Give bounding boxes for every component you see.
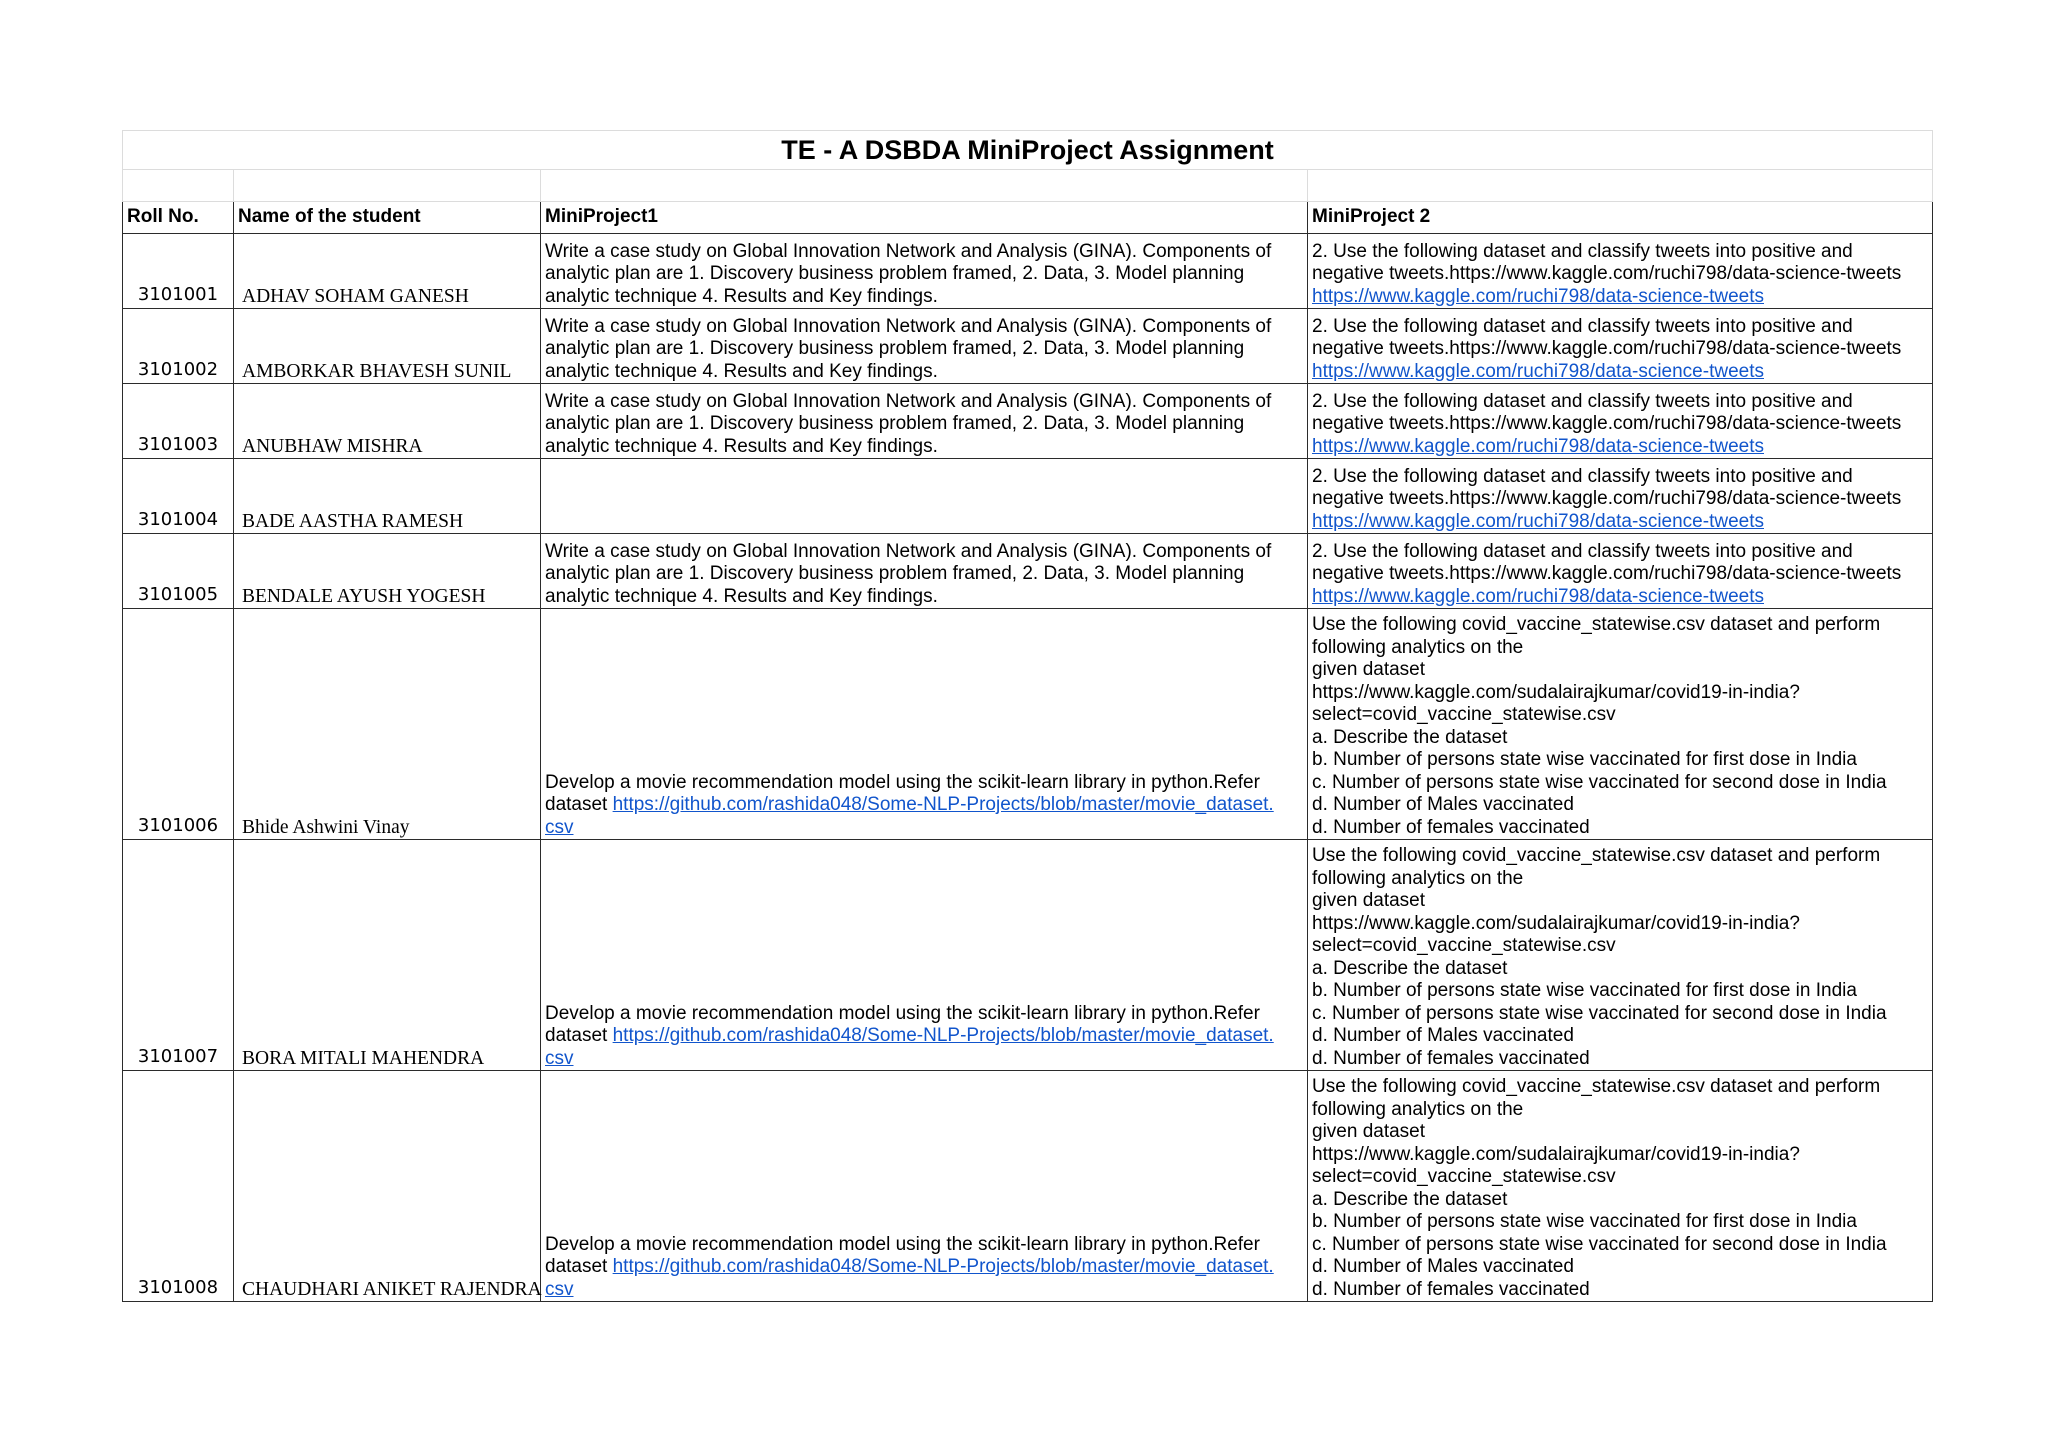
movie-dataset-link-end[interactable]: csv (545, 816, 574, 838)
table-row (123, 534, 1933, 609)
tweets-line: 2. Use the following dataset and classify tweets into positive and (1312, 465, 1853, 487)
tweets-line: 2. Use the following dataset and classify tweets into positive and (1312, 540, 1853, 562)
covid-item: a. Describe the dataset (1312, 957, 1508, 979)
covid-line: select=covid_vaccine_statewise.csv (1312, 935, 1616, 956)
covid-line: given dataset (1312, 890, 1426, 911)
student-name[interactable]: ANUBHAW MISHRA (234, 384, 541, 459)
covid-line: select=covid_vaccine_statewise.csv (1312, 1166, 1616, 1187)
table-row (123, 1071, 1933, 1302)
miniproject2-cell[interactable] (1308, 534, 1933, 609)
movie-dataset-link-end[interactable]: csv (545, 1047, 574, 1069)
covid-item: a. Describe the dataset (1312, 1188, 1508, 1210)
covid-line: Use the following covid_vaccine_statewise.csv dataset and perform (1312, 845, 1881, 866)
movie-dataset-link[interactable]: https://github.com/rashida048/Some-NLP-Projects/blob/master/movie_dataset. (612, 1256, 1274, 1277)
covid-item: d. Number of females vaccinated (1312, 1047, 1590, 1069)
covid-item: b. Number of persons state wise vaccinated for first dose in India (1312, 749, 1857, 770)
covid-line: given dataset (1312, 659, 1426, 680)
gina-line: analytic plan are 1. Discovery business problem framed, 2. Data, 3. Model planning (545, 338, 1245, 359)
miniproject2-cell[interactable] (1308, 459, 1933, 534)
table-row (123, 384, 1933, 459)
table-row (123, 840, 1933, 1071)
student-name[interactable]: BENDALE AYUSH YOGESH (234, 534, 541, 609)
covid-item: d. Number of females vaccinated (1312, 816, 1590, 838)
gina-line: Write a case study on Global Innovation Network and Analysis (GINA). Components of (545, 315, 1272, 337)
header-roll[interactable]: Roll No. (123, 202, 234, 234)
movie-line-prefix: dataset (545, 1025, 613, 1046)
covid-item: c. Number of persons state wise vaccinated for second dose in India (1312, 771, 1887, 793)
student-name[interactable]: BADE AASTHA RAMESH (234, 459, 541, 534)
covid-line: https://www.kaggle.com/sudalairajkumar/covid19-in-india? (1312, 681, 1800, 703)
gina-line: analytic technique 4. Results and Key findings. (545, 360, 938, 382)
miniproject1-cell[interactable] (541, 534, 1308, 609)
movie-line-prefix: dataset (545, 1256, 613, 1277)
tweets-line: negative tweets.https://www.kaggle.com/ruchi798/data-science-tweets (1312, 338, 1902, 359)
gina-line: Write a case study on Global Innovation Network and Analysis (GINA). Components of (545, 240, 1272, 262)
tweets-line: 2. Use the following dataset and classify tweets into positive and (1312, 390, 1853, 412)
gina-line: analytic plan are 1. Discovery business problem framed, 2. Data, 3. Model planning (545, 563, 1245, 584)
tweets-dataset-link[interactable]: https://www.kaggle.com/ruchi798/data-science-tweets (1312, 585, 1764, 607)
covid-item: d. Number of Males vaccinated (1312, 1256, 1574, 1277)
header-miniproject1[interactable]: MiniProject1 (541, 202, 1308, 234)
tweets-dataset-link[interactable]: https://www.kaggle.com/ruchi798/data-science-tweets (1312, 285, 1764, 307)
gina-line: analytic plan are 1. Discovery business problem framed, 2. Data, 3. Model planning (545, 263, 1245, 284)
table-row (123, 234, 1933, 309)
movie-line: Develop a movie recommendation model using the scikit-learn library in python.Refer (545, 1002, 1260, 1024)
gina-line: analytic technique 4. Results and Key findings. (545, 285, 938, 307)
covid-line: https://www.kaggle.com/sudalairajkumar/covid19-in-india? (1312, 1143, 1800, 1165)
miniproject2-cell[interactable] (1308, 1071, 1933, 1302)
movie-dataset-link[interactable]: https://github.com/rashida048/Some-NLP-Projects/blob/master/movie_dataset. (612, 1025, 1274, 1046)
gina-line: analytic technique 4. Results and Key findings. (545, 585, 938, 607)
roll-number[interactable]: 3101002 (123, 309, 234, 384)
movie-line: Develop a movie recommendation model using the scikit-learn library in python.Refer (545, 771, 1260, 793)
covid-line: following analytics on the (1312, 1098, 1524, 1120)
tweets-line: 2. Use the following dataset and classify tweets into positive and (1312, 240, 1853, 262)
title-row (123, 131, 1933, 170)
miniproject2-cell[interactable] (1308, 384, 1933, 459)
gina-line: Write a case study on Global Innovation Network and Analysis (GINA). Components of (545, 390, 1272, 412)
movie-line-prefix: dataset (545, 794, 613, 815)
tweets-line: negative tweets.https://www.kaggle.com/ruchi798/data-science-tweets (1312, 488, 1902, 509)
student-name[interactable]: Bhide Ashwini Vinay (234, 609, 541, 840)
movie-dataset-link[interactable]: https://github.com/rashida048/Some-NLP-Projects/blob/master/movie_dataset. (612, 794, 1274, 815)
covid-item: d. Number of females vaccinated (1312, 1278, 1590, 1300)
miniproject1-cell[interactable] (541, 234, 1308, 309)
covid-line: select=covid_vaccine_statewise.csv (1312, 704, 1616, 725)
covid-item: a. Describe the dataset (1312, 726, 1508, 748)
miniproject2-cell[interactable] (1308, 840, 1933, 1071)
sheet-title: TE - A DSBDA MiniProject Assignment (123, 131, 1933, 170)
miniproject2-cell[interactable] (1308, 309, 1933, 384)
assignment-table (122, 130, 1933, 1302)
covid-item: c. Number of persons state wise vaccinated for second dose in India (1312, 1002, 1887, 1024)
roll-number[interactable]: 3101007 (123, 840, 234, 1071)
miniproject2-cell[interactable] (1308, 609, 1933, 840)
roll-number[interactable]: 3101006 (123, 609, 234, 840)
tweets-line: 2. Use the following dataset and classify tweets into positive and (1312, 315, 1853, 337)
covid-item: b. Number of persons state wise vaccinated for first dose in India (1312, 980, 1857, 1001)
empty-cell[interactable] (1308, 170, 1933, 202)
miniproject1-cell[interactable] (541, 384, 1308, 459)
spreadsheet (122, 130, 1932, 1302)
covid-item: c. Number of persons state wise vaccinated for second dose in India (1312, 1233, 1887, 1255)
miniproject2-cell[interactable] (1308, 234, 1933, 309)
empty-cell[interactable] (541, 170, 1308, 202)
empty-cell[interactable] (123, 170, 234, 202)
student-name[interactable]: BORA MITALI MAHENDRA (234, 840, 541, 1071)
empty-cell[interactable] (234, 170, 541, 202)
tweets-dataset-link[interactable]: https://www.kaggle.com/ruchi798/data-science-tweets (1312, 435, 1764, 457)
covid-line: following analytics on the (1312, 636, 1524, 658)
tweets-dataset-link[interactable]: https://www.kaggle.com/ruchi798/data-science-tweets (1312, 510, 1764, 532)
header-name[interactable]: Name of the student (234, 202, 541, 234)
miniproject1-cell[interactable] (541, 840, 1308, 1071)
header-miniproject2[interactable]: MiniProject 2 (1308, 202, 1933, 234)
student-name[interactable]: AMBORKAR BHAVESH SUNIL (234, 309, 541, 384)
tweets-line: negative tweets.https://www.kaggle.com/ruchi798/data-science-tweets (1312, 263, 1902, 284)
tweets-line: negative tweets.https://www.kaggle.com/ruchi798/data-science-tweets (1312, 413, 1902, 434)
covid-item: d. Number of Males vaccinated (1312, 794, 1574, 815)
header-row (123, 202, 1933, 234)
covid-line: https://www.kaggle.com/sudalairajkumar/covid19-in-india? (1312, 912, 1800, 934)
movie-dataset-link-end[interactable]: csv (545, 1278, 574, 1300)
miniproject1-cell[interactable] (541, 459, 1308, 534)
roll-number[interactable]: 3101003 (123, 384, 234, 459)
roll-number[interactable]: 3101001 (123, 234, 234, 309)
covid-line: following analytics on the (1312, 867, 1524, 889)
covid-item: d. Number of Males vaccinated (1312, 1025, 1574, 1046)
tweets-dataset-link[interactable]: https://www.kaggle.com/ruchi798/data-science-tweets (1312, 360, 1764, 382)
roll-number[interactable]: 3101005 (123, 534, 234, 609)
covid-line: Use the following covid_vaccine_statewise.csv dataset and perform (1312, 614, 1881, 635)
student-name[interactable]: ADHAV SOHAM GANESH (234, 234, 541, 309)
tweets-line: negative tweets.https://www.kaggle.com/ruchi798/data-science-tweets (1312, 563, 1902, 584)
movie-line: Develop a movie recommendation model using the scikit-learn library in python.Refer (545, 1233, 1260, 1255)
roll-number[interactable]: 3101008 (123, 1071, 234, 1302)
table-row (123, 459, 1933, 534)
miniproject1-cell[interactable] (541, 309, 1308, 384)
miniproject1-cell[interactable] (541, 609, 1308, 840)
table-row (123, 609, 1933, 840)
table-row (123, 309, 1933, 384)
student-name[interactable]: CHAUDHARI ANIKET RAJENDRA (234, 1071, 541, 1302)
gina-line: Write a case study on Global Innovation Network and Analysis (GINA). Components of (545, 540, 1272, 562)
gina-line: analytic plan are 1. Discovery business problem framed, 2. Data, 3. Model planning (545, 413, 1245, 434)
gina-line: analytic technique 4. Results and Key findings. (545, 435, 938, 457)
covid-item: b. Number of persons state wise vaccinated for first dose in India (1312, 1211, 1857, 1232)
covid-line: given dataset (1312, 1121, 1426, 1142)
spacer-row (123, 170, 1933, 202)
miniproject1-cell[interactable] (541, 1071, 1308, 1302)
covid-line: Use the following covid_vaccine_statewise.csv dataset and perform (1312, 1076, 1881, 1097)
roll-number[interactable]: 3101004 (123, 459, 234, 534)
